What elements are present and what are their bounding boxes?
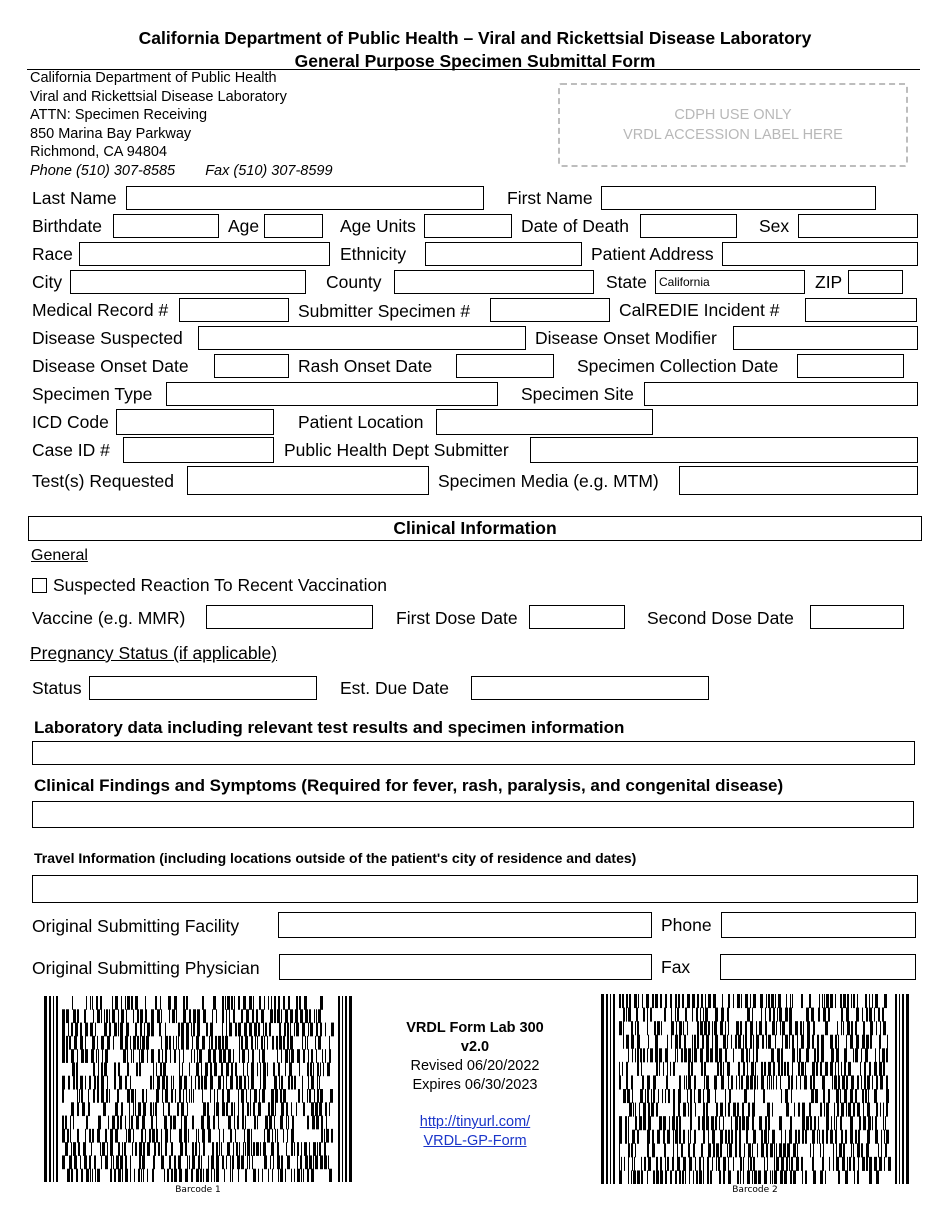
- ethnicity-label: Ethnicity: [340, 244, 407, 264]
- form-subtitle: General Purpose Specimen Submittal Form: [294, 51, 656, 71]
- case-id-label: Case ID #: [32, 440, 110, 460]
- accession-label-area: [558, 83, 908, 167]
- clinical-findings-heading: Clinical Findings and Symptoms (Required for fever, rash, paralysis, and congenital disease): [34, 776, 784, 795]
- last-name-field[interactable]: [126, 186, 484, 210]
- rash-onset-date-field[interactable]: [456, 354, 554, 378]
- address-block: [30, 69, 333, 180]
- first-dose-date-field[interactable]: [529, 605, 625, 629]
- address-line: California Department of Public Health: [30, 70, 277, 86]
- form-title: California Department of Public Health – Viral and Rickettsial Disease Laboratory: [138, 28, 812, 48]
- specimen-media-field[interactable]: [679, 466, 918, 495]
- form-expires: Expires 06/30/2023: [412, 1077, 538, 1093]
- suspected-reaction-row: [32, 574, 387, 596]
- second-dose-date-label: Second Dose Date: [647, 608, 794, 628]
- specimen-media-label: Specimen Media (e.g. MTM): [438, 471, 659, 491]
- address-line: 850 Marina Bay Parkway: [30, 125, 192, 142]
- icd-code-field[interactable]: [116, 409, 274, 435]
- lab-data-heading: Laboratory data including relevant test results and specimen information: [34, 718, 625, 737]
- county-label: County: [326, 272, 382, 292]
- form-link-part2[interactable]: VRDL-GP-Form: [423, 1133, 527, 1149]
- lab-data-field[interactable]: [32, 741, 915, 765]
- status-label: Status: [32, 678, 82, 698]
- clinical-findings-field[interactable]: [32, 801, 914, 828]
- form-footer: [380, 1019, 570, 1151]
- last-name-label: Last Name: [32, 188, 117, 208]
- patient-location-label: Patient Location: [298, 412, 424, 432]
- date-of-death-label: Date of Death: [521, 216, 629, 236]
- medical-record-field[interactable]: [179, 298, 289, 322]
- vaccine-label: Vaccine (e.g. MMR): [32, 608, 186, 628]
- age-units-label: Age Units: [340, 216, 416, 236]
- age-field[interactable]: [264, 214, 323, 238]
- pregnancy-status-heading: Pregnancy Status (if applicable): [30, 643, 278, 663]
- orig-phone-label: Phone: [661, 915, 712, 935]
- ethnicity-field[interactable]: [425, 242, 582, 266]
- disease-onset-date-field[interactable]: [214, 354, 289, 378]
- specimen-site-field[interactable]: [644, 382, 918, 406]
- est-due-date-label: Est. Due Date: [340, 678, 449, 698]
- suspected-reaction-checkbox[interactable]: [32, 578, 47, 593]
- orig-physician-label: Original Submitting Physician: [32, 958, 260, 978]
- specimen-site-label: Specimen Site: [521, 384, 634, 404]
- race-field[interactable]: [79, 242, 330, 266]
- zip-label: ZIP: [815, 272, 843, 292]
- first-dose-date-label: First Dose Date: [396, 608, 518, 628]
- address-line: ATTN: Specimen Receiving: [30, 107, 208, 123]
- clinical-information-header: Clinical Information: [28, 516, 922, 541]
- barcode-2-caption: Barcode 2: [732, 1185, 778, 1195]
- disease-onset-modifier-label: Disease Onset Modifier: [535, 328, 717, 348]
- patient-address-field[interactable]: [722, 242, 918, 266]
- submitter-specimen-field[interactable]: [490, 298, 610, 322]
- orig-fax-label: Fax: [661, 957, 691, 977]
- form-revised: Revised 06/20/2022: [410, 1058, 540, 1074]
- first-name-field[interactable]: [601, 186, 876, 210]
- date-of-death-field[interactable]: [640, 214, 737, 238]
- age-units-field[interactable]: [424, 214, 512, 238]
- barcode-2-image: [601, 994, 909, 1184]
- suspected-reaction-label: Suspected Reaction To Recent Vaccination: [53, 575, 388, 595]
- orig-physician-field[interactable]: [279, 954, 652, 980]
- barcode-pattern: [601, 994, 909, 1184]
- disease-onset-modifier-field[interactable]: [733, 326, 918, 350]
- travel-info-field[interactable]: [32, 875, 918, 903]
- state-label: State: [606, 272, 647, 292]
- disease-suspected-label: Disease Suspected: [32, 328, 183, 348]
- accession-line: VRDL ACCESSION LABEL HERE: [623, 126, 843, 143]
- barcode-1-image: [44, 996, 352, 1182]
- orig-facility-label: Original Submitting Facility: [32, 916, 240, 936]
- disease-onset-date-label: Disease Onset Date: [32, 356, 189, 376]
- race-label: Race: [32, 244, 73, 264]
- orig-phone-field[interactable]: [721, 912, 916, 938]
- tests-requested-label: Test(s) Requested: [32, 471, 175, 491]
- city-label: City: [32, 272, 63, 292]
- second-dose-date-field[interactable]: [810, 605, 904, 629]
- submitter-specimen-label: Submitter Specimen #: [298, 301, 471, 321]
- general-heading: General: [31, 547, 88, 564]
- orig-facility-field[interactable]: [278, 912, 652, 938]
- sex-label: Sex: [759, 216, 790, 236]
- county-field[interactable]: [394, 270, 594, 294]
- status-field[interactable]: [89, 676, 317, 700]
- vaccine-field[interactable]: [206, 605, 373, 629]
- form-link-part1[interactable]: http://tinyurl.com/: [419, 1114, 531, 1130]
- barcode-1-caption: Barcode 1: [175, 1185, 221, 1195]
- city-field[interactable]: [70, 270, 306, 294]
- state-value: California: [659, 275, 710, 289]
- form-version: v2.0: [460, 1039, 490, 1055]
- disease-suspected-field[interactable]: [198, 326, 526, 350]
- age-label: Age: [228, 216, 260, 236]
- patient-location-field[interactable]: [436, 409, 653, 435]
- medical-record-label: Medical Record #: [32, 300, 169, 320]
- rash-onset-date-label: Rash Onset Date: [298, 356, 433, 376]
- specimen-collection-date-label: Specimen Collection Date: [577, 356, 779, 376]
- est-due-date-field[interactable]: [471, 676, 709, 700]
- specimen-collection-date-field[interactable]: [797, 354, 904, 378]
- icd-code-label: ICD Code: [32, 412, 109, 432]
- accession-line: CDPH USE ONLY: [674, 107, 792, 123]
- address-line: Viral and Rickettsial Disease Laboratory: [30, 88, 287, 105]
- patient-address-label: Patient Address: [591, 244, 714, 264]
- state-field[interactable]: [655, 270, 805, 294]
- form-name: VRDL Form Lab 300: [406, 1020, 544, 1036]
- zip-field[interactable]: [848, 270, 903, 294]
- lab-fax: Fax (510) 307-8599: [205, 162, 333, 179]
- specimen-type-field[interactable]: [166, 382, 498, 406]
- sex-field[interactable]: [798, 214, 918, 238]
- specimen-type-label: Specimen Type: [32, 384, 153, 404]
- lab-phone: Phone (510) 307-8585: [30, 162, 176, 179]
- case-id-field[interactable]: [123, 437, 274, 463]
- tests-requested-field[interactable]: [187, 466, 429, 495]
- ph-dept-submitter-label: Public Health Dept Submitter: [284, 440, 509, 460]
- travel-info-heading: Travel Information (including locations outside of the patient's city of residence and dates): [34, 850, 637, 866]
- birthdate-label: Birthdate: [32, 216, 103, 236]
- address-line: Richmond, CA 94804: [30, 144, 168, 160]
- calredie-label: CalREDIE Incident #: [619, 300, 780, 320]
- barcode-pattern: [44, 996, 352, 1182]
- ph-dept-submitter-field[interactable]: [530, 437, 918, 463]
- birthdate-field[interactable]: [113, 214, 219, 238]
- calredie-field[interactable]: [805, 298, 917, 322]
- orig-fax-field[interactable]: [720, 954, 916, 980]
- first-name-label: First Name: [507, 188, 593, 208]
